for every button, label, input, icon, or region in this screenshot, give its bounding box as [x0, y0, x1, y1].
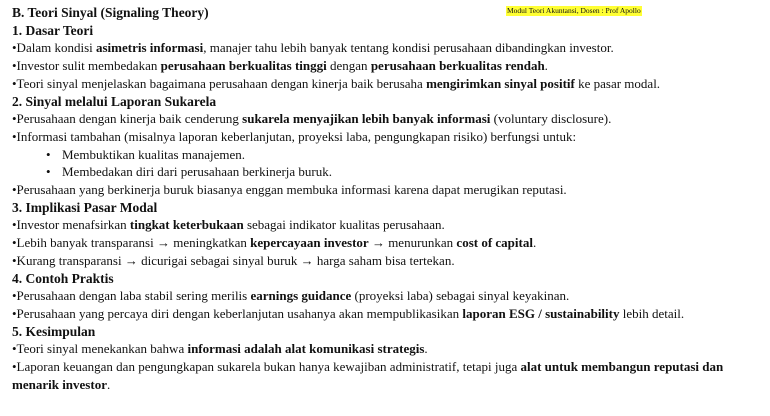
sub-bullet-membedakan: • Membedakan diri dari perusahaan berkinerja buruk.	[46, 164, 333, 180]
section-title: B. Teori Sinyal (Signaling Theory)	[12, 5, 209, 20]
module-tag: Modul Teori Akuntansi, Dosen : Prof Apollo	[507, 6, 641, 15]
heading-contoh-praktis: 4. Contoh Praktis	[12, 270, 114, 286]
bullet-keterbukaan: •Investor menafsirkan tingkat keterbukaan sebagai indikator kualitas perusahaan.	[12, 217, 445, 233]
sub-bullet-kualitas: • Membuktikan kualitas manajemen.	[46, 146, 246, 162]
heading-kesimpulan: 5. Kesimpulan	[12, 323, 96, 339]
bullet-transparansi: •Lebih banyak transparansi → meningkatkan kepercayaan investor → menurunkan cost of capital.	[12, 235, 537, 251]
heading-dasar-teori: 1. Dasar Teori	[12, 22, 94, 38]
bullet-voluntary-disclosure: •Perusahaan dengan kinerja baik cenderung sukarela menyajikan lebih banyak informasi (voluntary disclosure).	[12, 111, 612, 127]
bullet-asimetris: •Dalam kondisi asimetris informasi, manajer tahu lebih banyak tentang kondisi perusahaan dibandingkan investor.	[12, 40, 614, 56]
bullet-kinerja-buruk: •Perusahaan yang berkinerja buruk biasanya enggan membuka informasi karena dapat merugikan reputasi.	[12, 182, 567, 198]
bullet-investor-sulit: •Investor sulit membedakan perusahaan berkualitas tinggi dengan perusahaan berkualitas rendah.	[12, 58, 548, 74]
bullet-kurang-transparansi: •Kurang transparansi → dicurigai sebagai sinyal buruk → harga saham bisa tertekan.	[12, 252, 455, 268]
bullet-esg: •Perusahaan yang percaya diri dengan keberlanjutan usahanya akan mempublikasikan laporan ESG / sustainability lebih detail.	[12, 305, 685, 321]
bullet-sinyal-positif: •Teori sinyal menjelaskan bagaimana perusahaan dengan kinerja baik berusaha mengirimkan sinyal positif ke pasar modal.	[12, 75, 661, 91]
bullet-reputasi: •Laporan keuangan dan pengungkapan sukarela bukan hanya kewajiban administratif, tetapi juga alat untuk membangun reputasi dan menarik investor.	[12, 359, 724, 392]
bullet-informasi-tambahan: •Informasi tambahan (misalnya laporan keberlanjutan, proyeksi laba, pengungkapan risiko) berfungsi untuk:	[12, 128, 577, 144]
heading-laporan-sukarela: 2. Sinyal melalui Laporan Sukarela	[12, 93, 217, 109]
bullet-earnings-guidance: •Perusahaan dengan laba stabil sering merilis earnings guidance (proyeksi laba) sebagai sinyal keyakinan.	[12, 288, 570, 304]
bullet-alat-komunikasi: •Teori sinyal menekankan bahwa informasi adalah alat komunikasi strategis.	[12, 341, 428, 357]
heading-implikasi-pasar: 3. Implikasi Pasar Modal	[12, 199, 158, 215]
